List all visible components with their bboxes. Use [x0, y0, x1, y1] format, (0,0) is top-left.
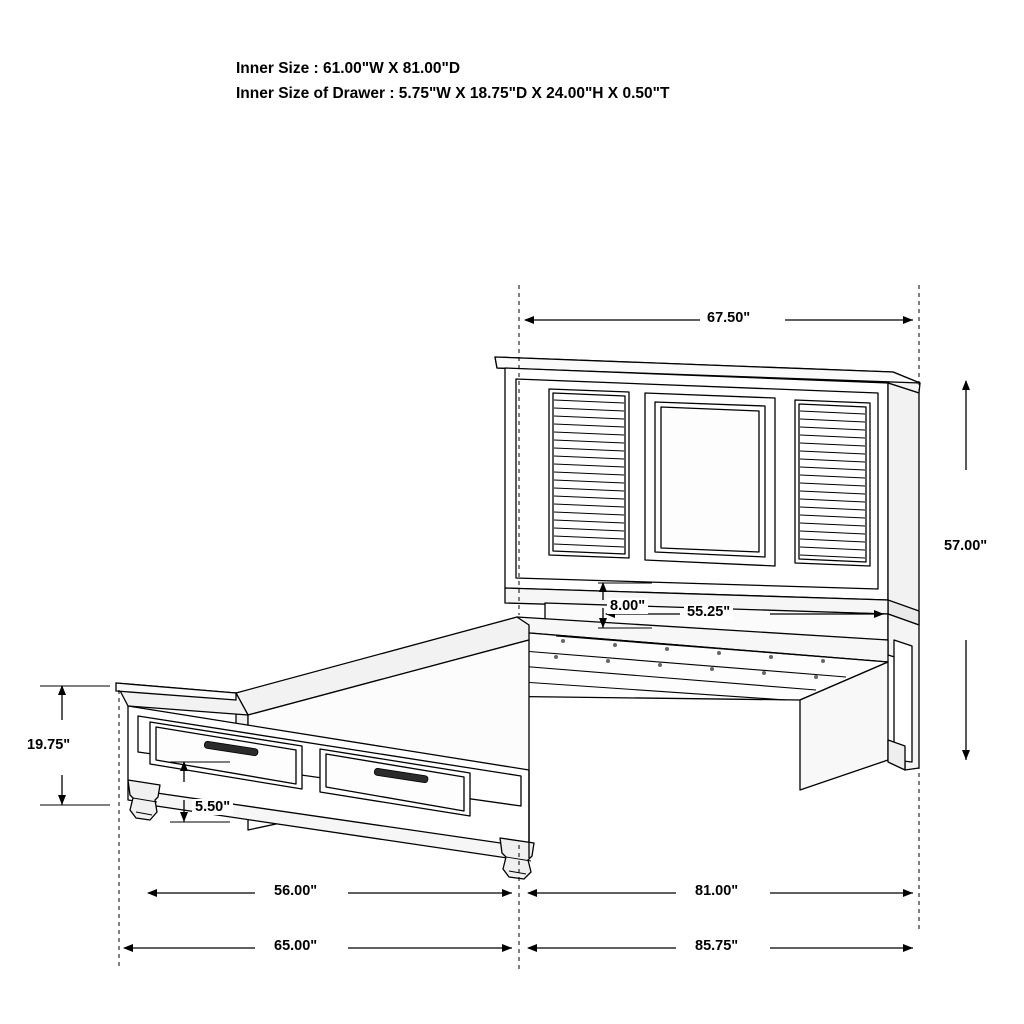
label-overall-footboard-span: 65.00" [271, 938, 320, 954]
label-center-to-headboard: 81.00" [692, 883, 741, 899]
label-footboard-height: 19.75" [24, 737, 73, 753]
label-drawer-clearance: 5.50" [192, 799, 233, 815]
inner-size-drawer-line: Inner Size of Drawer : 5.75"W X 18.75"D X 24.00"H X 0.50"T [236, 85, 670, 102]
label-overall-height: 57.00" [941, 538, 990, 554]
label-inner-headboard-width: 55.25" [684, 604, 733, 620]
inner-size-line: Inner Size : 61.00"W X 81.00"D [236, 60, 461, 77]
bed-outline [116, 357, 920, 879]
label-footboard-to-center: 56.00" [271, 883, 320, 899]
label-headboard-width: 67.50" [704, 310, 753, 326]
label-overall-length: 85.75" [692, 938, 741, 954]
label-rail-height: 8.00" [607, 598, 648, 614]
